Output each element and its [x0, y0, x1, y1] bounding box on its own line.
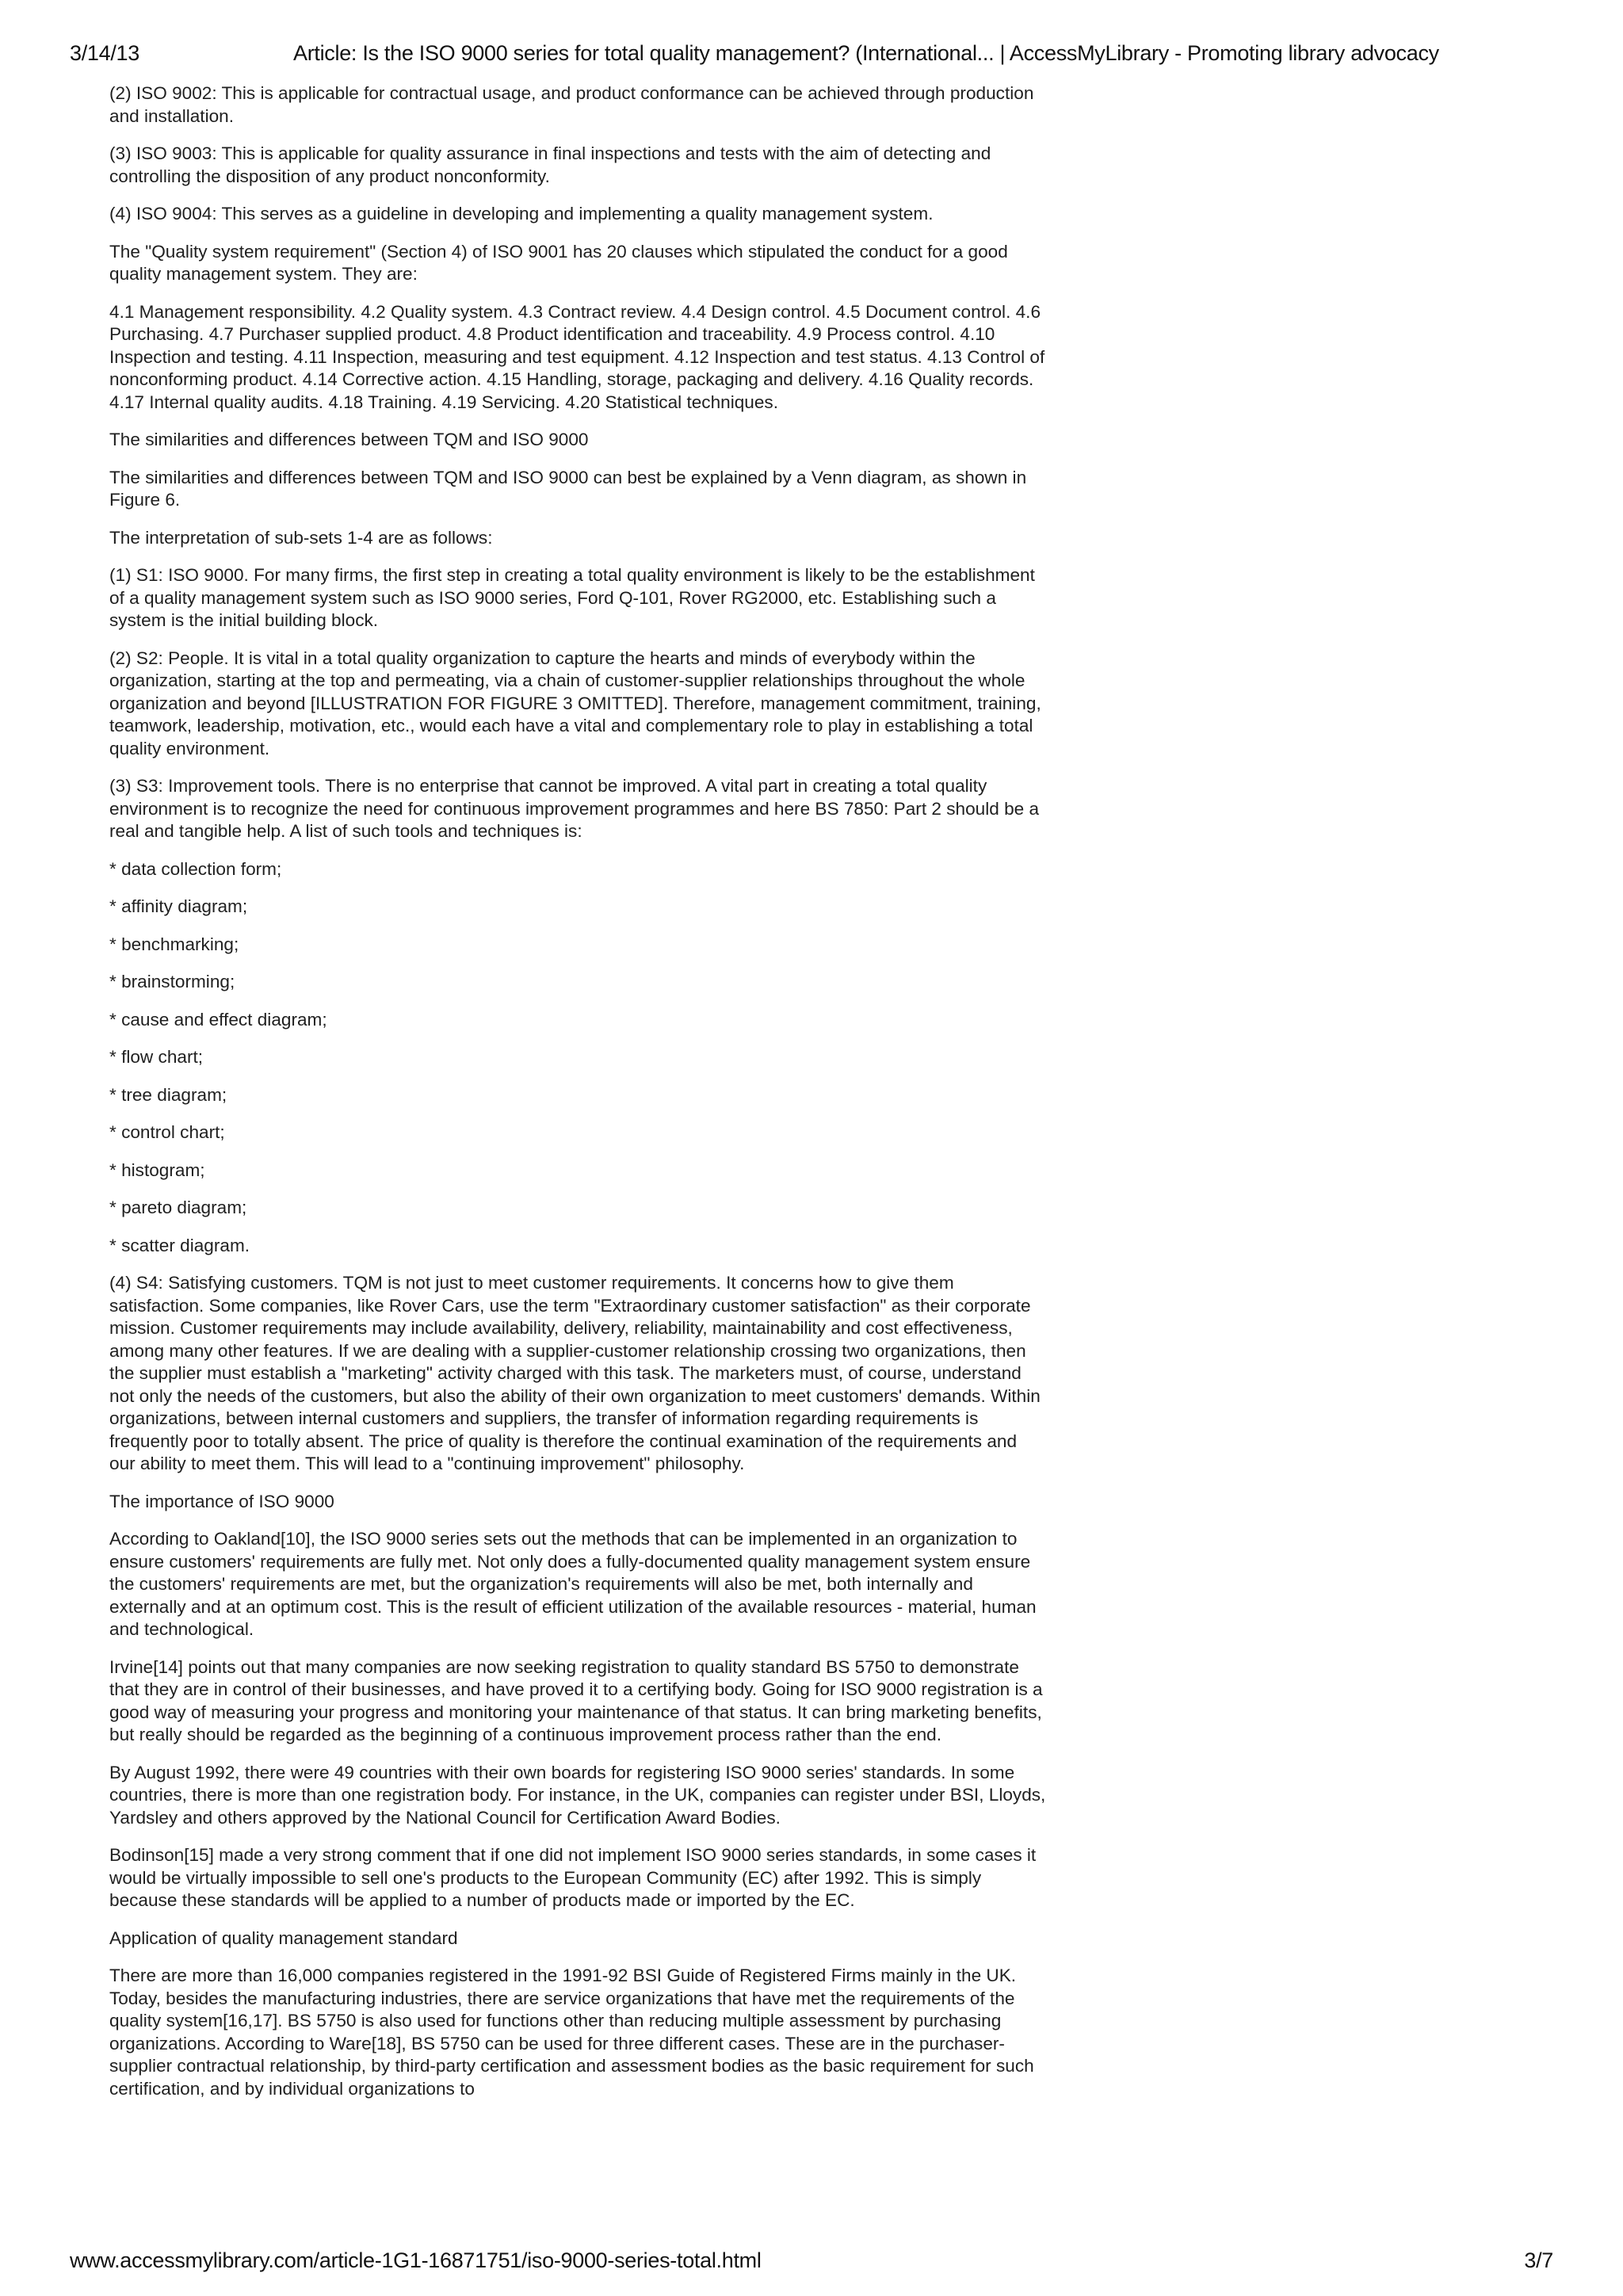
paragraph: There are more than 16,000 companies registered in the 1991-92 BSI Guide of Registered Firms mainly in the UK. Today, besides the manufacturing industries, there are service organizations that have met the requirements of the quality system[16,17]. BS 5750 is also used for functions other than reducing multiple assessment by purchasing organizations. According to Ware[18], BS 5750 can be used for three different cases. These are in the purchaser-supplier contractual relationship, by third-party certification and assessment bodies as the basic requirement for such certification, and by individual organizations to [109, 1966, 1034, 2099]
list-item: * scatter diagram. [109, 1235, 250, 1255]
article-body [109, 82, 1046, 2115]
list-item: * affinity diagram; [109, 896, 248, 916]
paragraph: 4.1 Management responsibility. 4.2 Quality system. 4.3 Contract review. 4.4 Design control. 4.5 Document control. 4.6 Purchasing. 4.7 Purchaser supplied product. 4.8 Product identification and traceability. 4.9 Process control. 4.10 Inspection and testing. 4.11 Inspection, measuring and test equipment. 4.12 Inspection and test status. 4.13 Control of nonconforming product. 4.14 Corrective action. 4.15 Handling, storage, packaging and delivery. 4.16 Quality records. 4.17 Internal quality audits. 4.18 Training. 4.19 Servicing. 4.20 Statistical techniques. [109, 301, 1045, 412]
paragraph: (2) S2: People. It is vital in a total quality organization to capture the hearts and minds of everybody within the organization, starting at the top and permeating, via a chain of customer-supplier relationships throughout the whole organization and beyond [ILLUSTRATION FOR FIGURE 3 OMITTED]. Therefore, management commitment, training, teamwork, leadership, motivation, etc., would each have a vital and complementary role to play in establishing a total quality environment. [109, 648, 1041, 758]
page-header [70, 41, 1623, 73]
paragraph: (4) S4: Satisfying customers. TQM is not just to meet customer requirements. It concerns how to give them satisfaction. Some companies, like Rover Cars, use the term "Extraordinary customer satisfaction" as their corporate mission. Customer requirements may include availability, delivery, reliability, maintainability and cost effectiveness, among many other features. If we are dealing with a supplier-customer relationship crossing two organizations, then the supplier must establish a "marketing" activity charged with this task. The marketers must, of course, understand not only the needs of the customers, but also the ability of their own organization to meet customers' demands. Within organizations, between internal customers and suppliers, the transfer of information regarding requirements is frequently poor to totally absent. The price of quality is therefore the continual examination of the requirements and our ability to meet them. This will lead to a "continuing improvement" philosophy. [109, 1273, 1041, 1473]
paragraph: The interpretation of sub-sets 1-4 are as follows: [109, 527, 493, 548]
list-item: * pareto diagram; [109, 1198, 247, 1217]
list-item: * tree diagram; [109, 1084, 227, 1105]
paragraph: (2) ISO 9002: This is applicable for contractual usage, and product conformance can be achieved through production and installation. [109, 83, 1034, 126]
paragraph: Irvine[14] points out that many companies are now seeking registration to quality standard BS 5750 to demonstrate that they are in control of their businesses, and have proved it to a certifying body. Going for ISO 9000 registration is a good way of measuring your progress and monitoring your maintenance of that status. It can bring marketing benefits, but really should be regarded as the beginning of a continuous improvement process rather than the end. [109, 1656, 1043, 1744]
paragraph: By August 1992, there were 49 countries with their own boards for registering ISO 9000 series' standards. In some countries, there is more than one registration body. For instance, in the UK, companies can register under BSI, Lloyds, Yardsley and others approved by the National Council for Certification Award Bodies. [109, 1762, 1046, 1828]
print-date: 3/14/13 [70, 41, 139, 65]
page-url: www.accessmylibrary.com/article-1G1-16871751/iso-9000-series-total.html [70, 2248, 762, 2272]
page-title: Article: Is the ISO 9000 series for total quality management? (International... | AccessMyLibrary - Promoting library advocacy [293, 41, 1439, 65]
paragraph: Bodinson[15] made a very strong comment that if one did not implement ISO 9000 series standards, in some cases it would be virtually impossible to sell one's products to the European Community (EC) after 1992. This is simply because these standards will be applied to a number of products made or imported by the EC. [109, 1845, 1037, 1910]
paragraph: According to Oakland[10], the ISO 9000 series sets out the methods that can be implemented in an organization to ensure customers' requirements are fully met. Not only does a fully-documented quality management system ensure the customers' requirements are met, but the organization's requirements will also be met, both internally and externally and at an optimum cost. This is the result of efficient utilization of the available resources - material, human and technological. [109, 1529, 1037, 1639]
list-item: * flow chart; [109, 1047, 204, 1067]
page-number: 3/7 [1524, 2248, 1553, 2272]
paragraph: (1) S1: ISO 9000. For many firms, the first step in creating a total quality environment is likely to be the establishment of a quality management system such as ISO 9000 series, Ford Q-101, Rover RG2000, etc. Establishing such a system is the initial building block. [109, 565, 1035, 630]
paragraph: The similarities and differences between TQM and ISO 9000 can best be explained by a Venn diagram, as shown in Figure 6. [109, 467, 1027, 510]
list-item: * histogram; [109, 1159, 205, 1180]
paragraph: (4) ISO 9004: This serves as a guideline in developing and implementing a quality management system. [109, 204, 934, 223]
page-footer [70, 2248, 1623, 2277]
list-item: * cause and effect diagram; [109, 1009, 327, 1030]
section-heading: The importance of ISO 9000 [109, 1491, 334, 1511]
list-item: * data collection form; [109, 858, 282, 879]
paragraph: (3) S3: Improvement tools. There is no enterprise that cannot be improved. A vital part in creating a total quality environment is to recognize the need for continuous improvement programmes and here BS 7850: Part 2 should be a real and tangible help. A list of such tools and techniques is: [109, 776, 1040, 841]
list-item: * brainstorming; [109, 972, 235, 991]
list-item: * benchmarking; [109, 934, 239, 954]
section-heading: Application of quality management standard [109, 1927, 458, 1948]
section-heading: The similarities and differences between TQM and ISO 9000 [109, 430, 589, 449]
list-item: * control chart; [109, 1122, 225, 1142]
paragraph: (3) ISO 9003: This is applicable for quality assurance in final inspections and tests with the aim of detecting and controlling the disposition of any product nonconformity. [109, 143, 991, 186]
paragraph: The "Quality system requirement" (Section 4) of ISO 9001 has 20 clauses which stipulated the conduct for a good quality management system. They are: [109, 241, 1008, 284]
